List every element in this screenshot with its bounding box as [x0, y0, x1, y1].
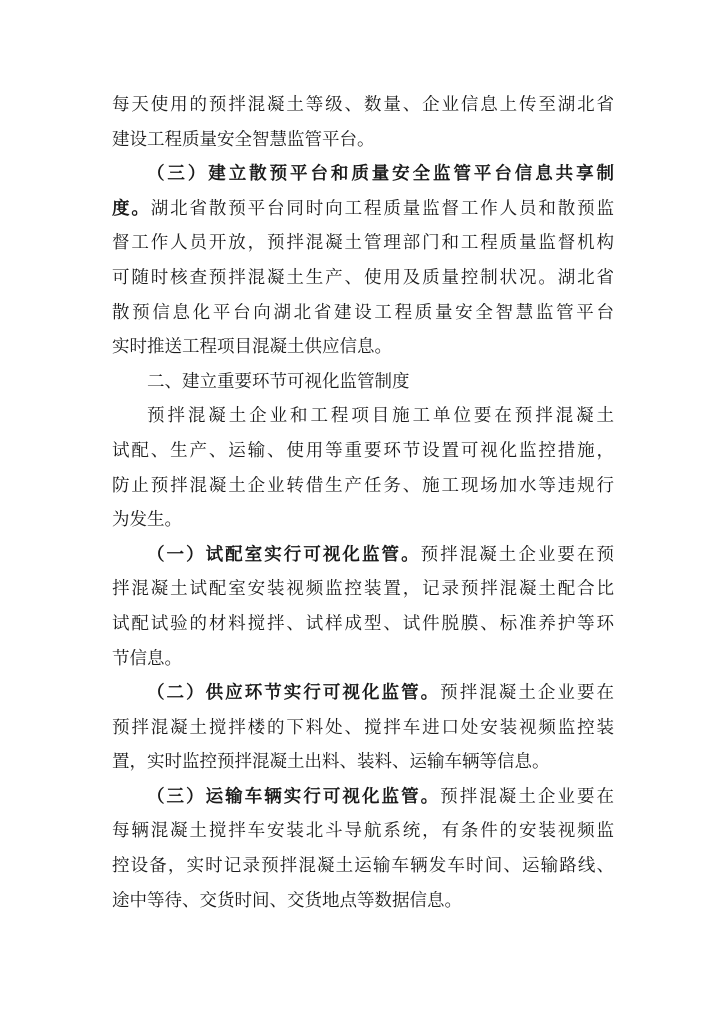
- text-line: [112, 296, 614, 331]
- line-text: 散预信息化平台向湖北省建设工程质量安全智慧监管平台: [112, 302, 614, 323]
- text-line: [112, 399, 614, 434]
- line-text: 预拌混凝土企业要在: [440, 786, 614, 807]
- line-text: 节信息。: [112, 648, 182, 669]
- line-text: 湖北省散预平台同时向工程质量监督工作人员和散预监: [150, 198, 614, 219]
- subsection-heading-line: [112, 157, 614, 192]
- text-line: [112, 745, 614, 780]
- text-line: [112, 469, 614, 504]
- line-text: 预拌混凝土企业要在: [440, 683, 614, 704]
- line-text: 试配试验的材料搅拌、试样成型、试件脱膜、标准养护等环: [112, 613, 614, 634]
- document-page: [112, 88, 614, 918]
- line-text: 置，实时监控预拌混凝土出料、装料、运输车辆等信息。: [112, 752, 550, 773]
- line-text: 拌混凝土试配室安装视频监控装置，记录预拌混凝土配合比: [112, 579, 614, 600]
- line-text: 试配、生产、运输、使用等重要环节设置可视化监控措施，: [112, 440, 614, 461]
- text-line: [112, 607, 614, 642]
- line-text: 可随时核查预拌混凝土生产、使用及质量控制状况。湖北省: [112, 267, 614, 288]
- line-text: 预拌混凝土企业和工程项目施工单位要在预拌混凝土: [147, 406, 614, 427]
- text-line: [112, 192, 614, 227]
- text-line: [112, 572, 614, 607]
- line-text: 为发生。: [112, 510, 182, 531]
- subsection-heading: （三）建立散预平台和质量安全监管平台信息共享制: [147, 164, 614, 185]
- text-line: [112, 711, 614, 746]
- line-text: 途中等待、交货时间、交货地点等数据信息。: [112, 890, 462, 911]
- text-line: [112, 884, 614, 919]
- line-text: 预拌混凝土搅拌楼的下料处、搅拌车进口处安装视频监控装: [112, 717, 614, 738]
- text-line: [112, 88, 614, 123]
- subsection-heading: （二）供应环节实行可视化监管。: [147, 683, 441, 704]
- text-line: [112, 538, 614, 573]
- text-line: [112, 642, 614, 677]
- text-line: [112, 434, 614, 469]
- text-line: [112, 123, 614, 158]
- subsection-heading-end: 度。: [112, 198, 151, 219]
- text-line: [112, 780, 614, 815]
- text-line: [112, 330, 614, 365]
- text-line: [112, 261, 614, 296]
- subsection-heading: （一）试配室实行可视化监管。: [147, 544, 421, 565]
- text-line: [112, 226, 614, 261]
- text-line: [112, 503, 614, 538]
- line-text: 预拌混凝土企业要在预: [420, 544, 614, 565]
- section-heading-line: [112, 365, 614, 400]
- section-heading: 二、建立重要环节可视化监管制度: [147, 371, 410, 392]
- line-text: 防止预拌混凝土企业转借生产任务、施工现场加水等违规行: [112, 475, 614, 496]
- text-line: [112, 676, 614, 711]
- line-text: 控设备，实时记录预拌混凝土运输车辆发车时间、运输路线、: [112, 856, 614, 877]
- text-line: [112, 849, 614, 884]
- line-text: 每天使用的预拌混凝土等级、数量、企业信息上传至湖北省: [112, 95, 614, 115]
- line-text: 实时推送工程项目混凝土供应信息。: [112, 337, 392, 358]
- line-text: 每辆混凝土搅拌车安装北斗导航系统，有条件的安装视频监: [112, 821, 614, 842]
- line-text: 建设工程质量安全智慧监管平台。: [112, 129, 375, 150]
- text-line: [112, 814, 614, 849]
- subsection-heading: （三）运输车辆实行可视化监管。: [147, 786, 441, 807]
- line-text: 督工作人员开放，预拌混凝土管理部门和工程质量监督机构: [112, 233, 614, 254]
